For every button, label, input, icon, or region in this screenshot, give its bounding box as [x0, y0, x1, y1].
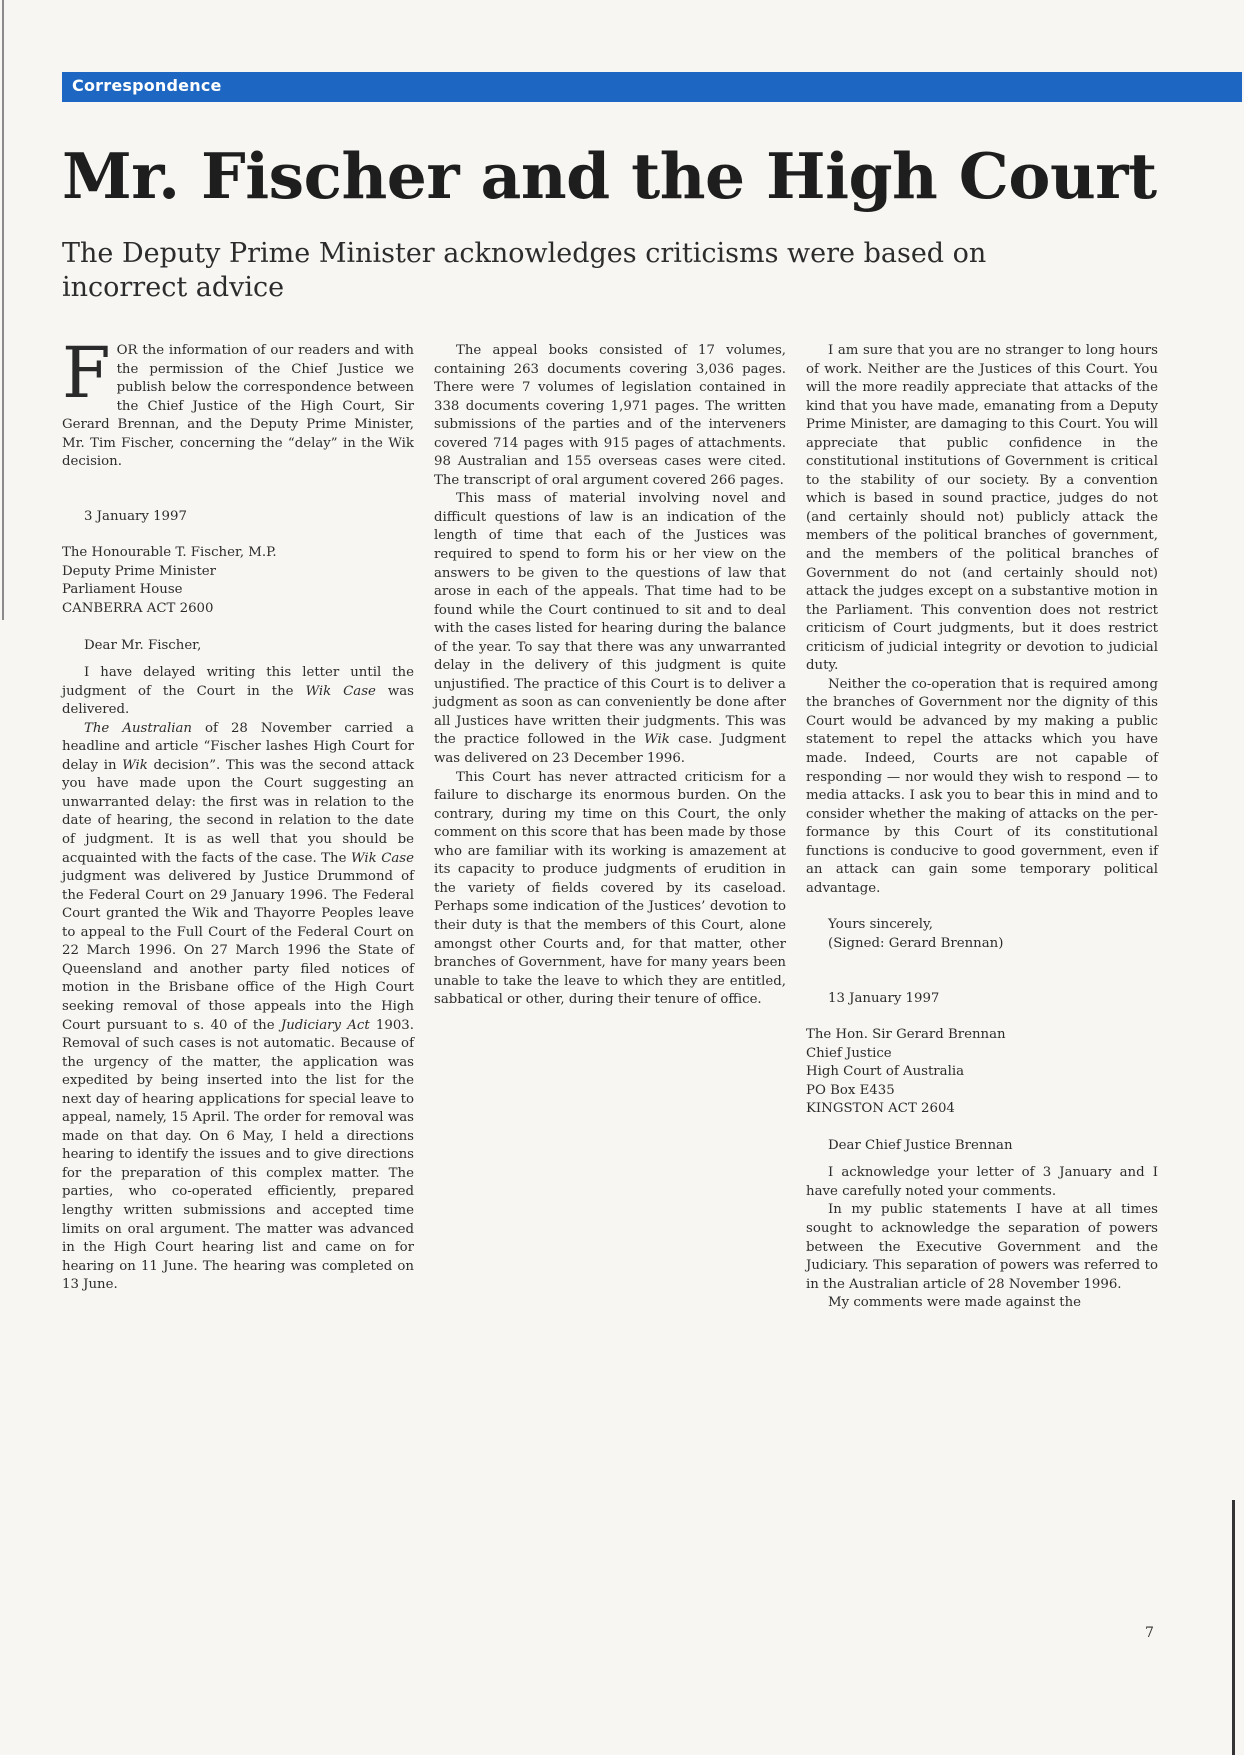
address-line: KINGSTON ACT 2604	[806, 1101, 955, 1117]
letter1-paragraph: This Court has never attracted criticism for a failure to discharge its enormous burden. On the contrary, during my time on this Court, the only comment on this score that has been made by those who are familiar with its working is amazement at its capacity to produce judgments of erudition in the variety of fields covered by its caseload. Perhaps some indication of the Justices’ devotion to their duty is that the members of this Court, alone amongst other Courts and, for that matter, other branches of Government, have for many years been unable to take the leave to which they are entitled, sabbatical or other, during their tenure of office.	[434, 769, 786, 1008]
page-edge-shadow	[2, 0, 4, 620]
drop-cap: F	[62, 332, 111, 414]
address-line: High Court of Australia	[806, 1064, 965, 1080]
article-column-1	[62, 332, 415, 1295]
article-column-3	[806, 342, 1158, 1313]
address-line: PO Box E435	[806, 1082, 895, 1098]
letter2-address	[806, 1026, 1158, 1119]
section-banner	[62, 72, 1242, 102]
letter1-date: 3 January 1997	[84, 508, 187, 524]
letter1-signoff	[806, 916, 1158, 953]
section-label: Correspondence	[72, 76, 222, 95]
letter1-paragraph: I have delayed writing this letter until the judgment of the Court in the Wik Case was delivered.	[62, 665, 414, 718]
signature: (Signed: Gerard Brennan)	[828, 935, 1004, 951]
letter2-paragraph: I acknowledge your letter of 3 January and I have carefully noted your comments.	[806, 1165, 1158, 1199]
letter2-date: 13 January 1997	[828, 990, 940, 1006]
letter1-paragraph: I am sure that you are no stranger to long hours of work. Neither are the Justices of this Court. You will the more readily appreciate that attacks of the kind that you have made, emanating from a Deputy Prime Minister, are damaging to this Court. You will appreciate that public confidence in the constitutional institutions of Government is critical to the stability of our society. By a convention which is based in sound practice, judges do not (and certainly should not) publicly attack the members of the political branches of government, and the members of the political branches of Government do not (and certainly should not) attack the judges except on a substantive motion in the Parliament. This convention does not restrict criticism of Court judgments, but it does restrict criticism of judicial integrity or devotion to judicial duty.	[806, 343, 1158, 674]
address-line: CANBERRA ACT 2600	[62, 601, 214, 617]
address-line: The Hon. Sir Gerard Brennan	[806, 1027, 1006, 1043]
headline: Mr. Fischer and the High Court	[62, 139, 1157, 213]
letter2-salutation: Dear Chief Justice Brennan	[828, 1137, 1013, 1153]
address-line: Deputy Prime Minister	[62, 563, 217, 579]
letter1-paragraph: This mass of material involving novel and difficult questions of law is an indication of the length of time that each of the Justices was required to spend to form his or her view on the answers to be given to the questions of law that arose in each of the appeals. That time had to be found while the Court continued to sit and to deal with the cases listed for hearing during the balance of the year. To say that there was any unwarranted delay in the delivery of this judgment is quite unjustified. The practice of this Court is to deliver a judgment as soon as can conveniently be done after all Justices have written their judgments. This was the practice followed in the Wik case. Judgment was delivered on 23 December 1996.	[434, 491, 786, 767]
letter1-address	[62, 544, 414, 618]
closing: Yours sincerely,	[828, 917, 934, 933]
letter1-paragraph: Neither the co-operation that is required among the branches of Government nor the dignity of this Court would be advanced by my making a public statement to repel the attacks which you have made. Indeed, Courts are not capable of responding — nor would they wish to respond — to media attacks. I ask you to bear this in mind and to consider whether the making of attacks on the performance by this Court of its constitutional functions is conducive to good government, even if an attack can gain some temporary political advantage.	[806, 676, 1158, 896]
address-line: The Honourable T. Fischer, M.P.	[62, 545, 277, 561]
letter1-paragraph: The appeal books consisted of 17 volumes, containing 263 documents covering 3,036 pages. There were 7 volumes of legislation contained in 338 documents covering 1,971 pages. The written submissions of the parties and of the interveners covered 714 pages with 915 pages of attachments. 98 Australian and 155 overseas cases were cited. The transcript of oral argument covered 266 pages.	[434, 343, 786, 488]
letter2-paragraph: In my public statements I have at all times sought to acknowledge the separation of powers between the Executive Government and the Judiciary. This separation of powers was referred to in the Australian article of 28 November 1996.	[806, 1202, 1158, 1292]
letter1-paragraph: The Australian of 28 November carried a headline and article “Fischer lashes High Court for delay in Wik decision”. This was the second attack you have made upon the Court suggesting an unwarranted delay: the first was in relation to the date of hearing, the second in relation to the date of judgment. It is as well that you should be acquainted with the facts of the case. The Wik Case judgment was delivered by Justice Drummond of the Federal Court on 29 January 1996. The Federal Court granted the Wik and Thayorre Peoples leave to appeal to the Full Court of the Federal Court on 22 March 1996. On 27 March 1996 the State of Queensland and another party filed notices of motion in the Brisbane office of the High Court seeking removal of those appeals into the High Court pursuant to s. 40 of the Judiciary Act 1903. Removal of such cases is not automatic. Because of the urgency of the matter, the application was expedited by being inserted into the list for the next day of hearing applications for special leave to appeal, namely, 15 April. The order for removal was made on that day. On 6 May, I held a directions hearing to identify the issues and to give directions for the preparation of this complex matter. The parties, who co-operated efficiently, prepared lengthy written submissions and accepted time limits on oral argument. The matter was advanced in the High Court hearing list and came on for hearing on 11 June. The hearing was completed on 13 June.	[62, 720, 415, 1293]
letter1-salutation: Dear Mr. Fischer,	[84, 637, 202, 653]
letter2-paragraph: My comments were made against the	[828, 1295, 1082, 1311]
deck-subtitle: The Deputy Prime Minister acknowledges criticisms were based on incorrect advice	[62, 238, 987, 303]
article-column-2	[434, 342, 786, 1010]
intro-text: OR the information of our readers and with the permission of the Chief Justice we publish below the correspondence between the Chief Justice of the High Court, Sir Gerard Brennan, and the Deputy Prime Minister, Mr. Tim Fischer, concerning the “delay” in the Wik decision.	[62, 343, 414, 470]
address-line: Parliament House	[62, 582, 183, 598]
address-line: Chief Justice	[806, 1045, 892, 1061]
intro-paragraph	[62, 332, 414, 472]
page-edge-mark	[1232, 1500, 1235, 1755]
page-number: 7	[1145, 1625, 1154, 1641]
